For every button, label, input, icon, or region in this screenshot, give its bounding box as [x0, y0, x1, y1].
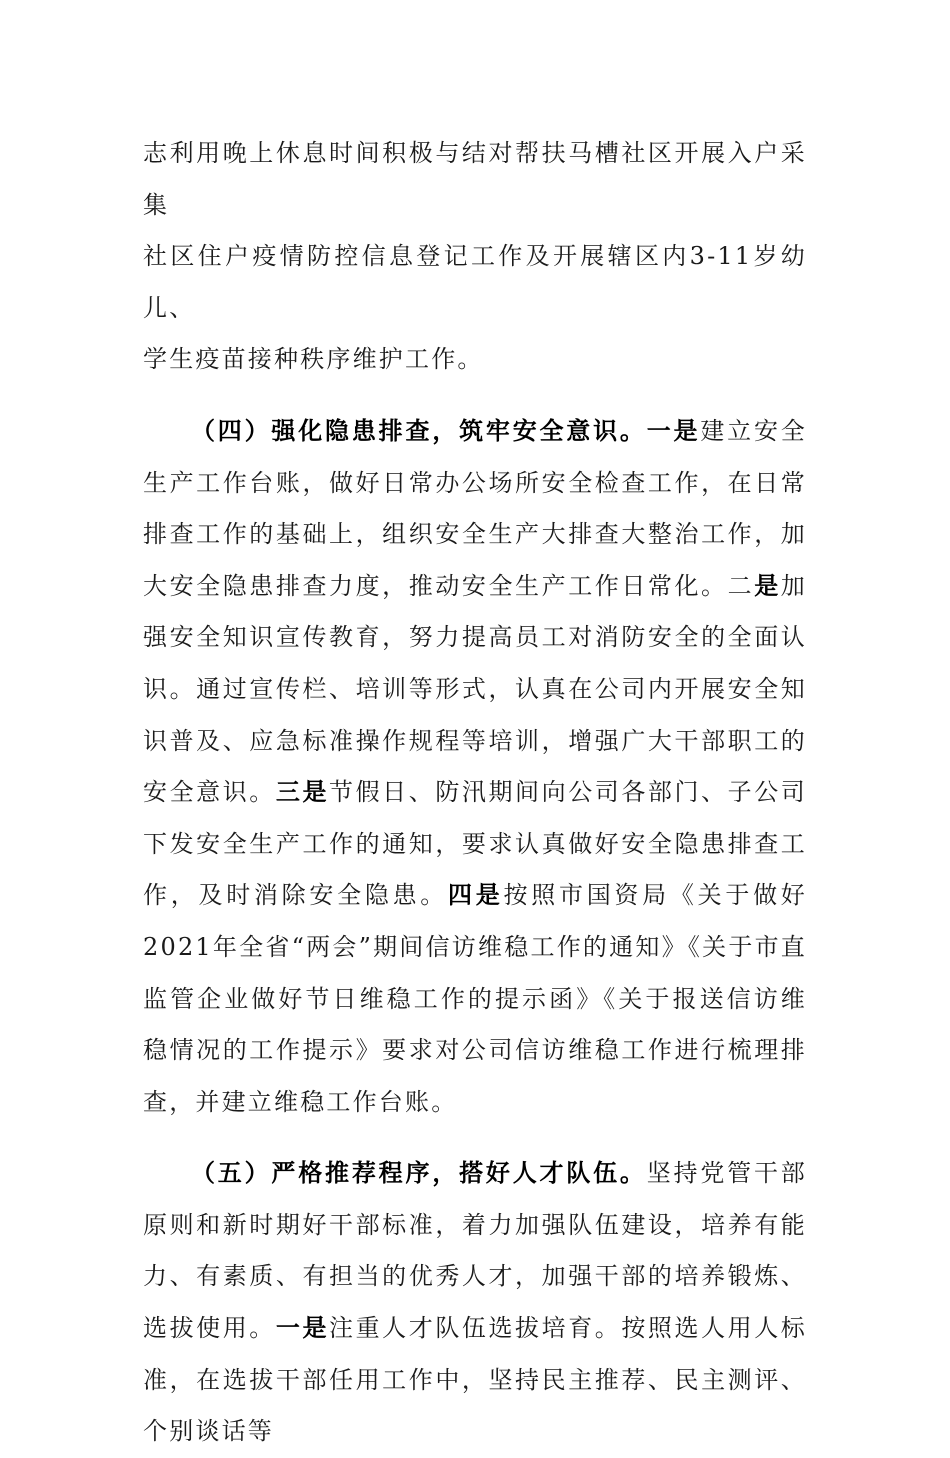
point-label: 四是	[448, 881, 504, 910]
section-heading-5: （五）严格推荐程序，搭好人才队伍。	[191, 1159, 647, 1188]
point-text: 节假日、防汛期间向公司各部门、子公司下发安全生产工作的通知，要求认真做好安全隐患排查工作，及时消除安全隐患。	[143, 778, 807, 910]
point-label: 三是	[275, 778, 330, 807]
point-label-prefix: 二	[727, 571, 755, 600]
text-line: 志利用晚上休息时间积极与结对帮扶马槽社区开展入户采集	[143, 139, 807, 219]
document-body	[143, 128, 807, 1458]
section-heading-4: （四）强化隐患排查，筑牢安全意识。	[191, 416, 647, 445]
paragraph-continuation	[143, 128, 807, 386]
point-text: 按照市国资局《关于做好2021年全省“两会”期间信访维稳工作的通知》《关于市直监管企业做好节日维稳工作的提示函》《关于报送信访维稳情况的工作提示》要求对公司信访维稳工作进行梳理排查，并建立维稳工作台账。	[143, 881, 807, 1116]
point-label: 是	[754, 571, 781, 600]
point-text: 加强安全知识宣传教育，努力提高员工对消防安全的全面认识。通过宣传栏、培训等形式，认真在公司内开展安全知识普及、应急标准操作规程等培训，增强广大干部职工的安全意识。	[143, 571, 807, 807]
paragraph-talent	[143, 1148, 807, 1458]
paragraph-intro: 坚持党管干部原则和新时期好干部标准，着力加强队伍建设，培养有能力、有素质、有担当的优秀人才，加强干部的培养锻炼、选拔使用。	[143, 1159, 807, 1343]
text-line: 学生疫苗接种秩序维护工作。	[143, 345, 484, 374]
text-line: 社区住户疫情防控信息登记工作及开展辖区内3-11岁幼儿、	[143, 242, 807, 322]
paragraph-safety	[143, 406, 807, 1128]
point-label: 一是	[646, 416, 701, 445]
point-label: 一是	[275, 1314, 330, 1343]
point-text: 建立安全生产工作台账，做好日常办公场所安全检查工作，在日常排查工作的基础上，组织安全生产大排查大整治工作，加大安全隐患排查力度，推动安全生产工作日常化。	[143, 416, 807, 600]
point-text: 注重人才队伍选拔培育。按照选人用人标准，在选拔干部任用工作中，坚持民主推荐、民主测评、个别谈话等	[143, 1314, 807, 1446]
